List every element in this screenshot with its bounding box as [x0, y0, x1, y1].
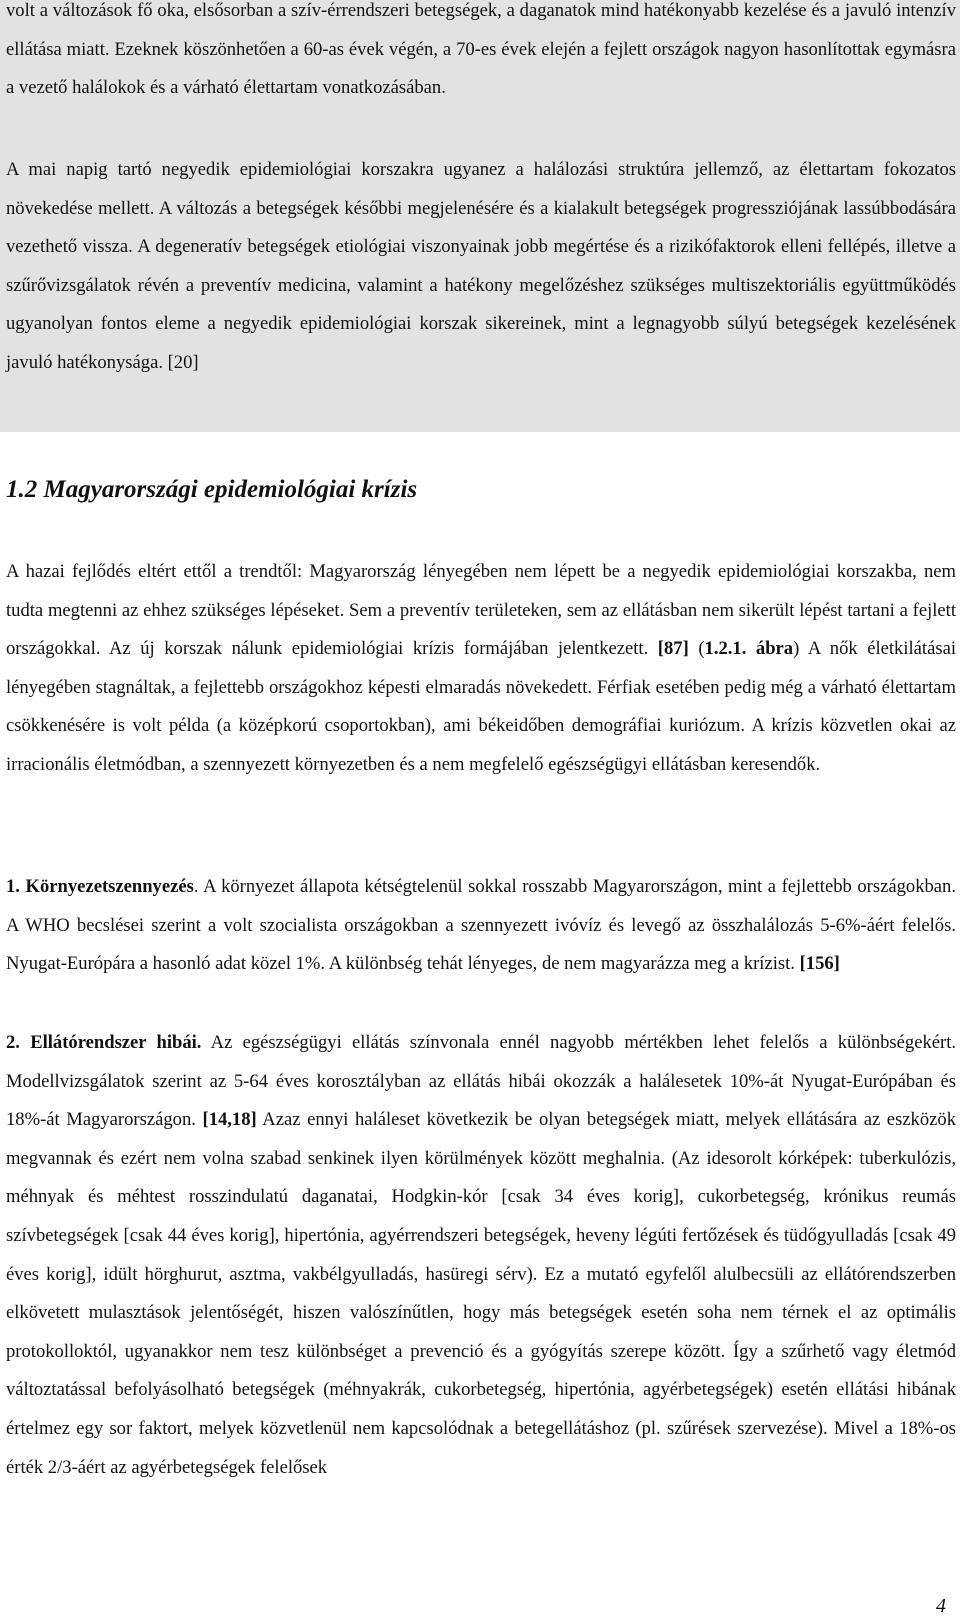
paragraph-fourth-epidemiological-era: A mai napig tartó negyedik epidemiológiai korszakra ugyanez a halálozási struktúra jellemző, az élettartam fokozatos növekedése mellett. A változás a betegségek későbbi megjelenésére és a kialakult betegségek progressziójának lassúbbodására vezethető vissza. A degeneratív betegségek etiológiai viszonyainak jobb megértése és a rizikófaktorok elleni fellépés, illetve a szűrővizsgálatok révén a preventív medicina, valamint a hatékony megelőzéshez szükséges multiszektoriális együttműködés ugyanolyan fontos eleme a negyedik epidemiológiai korszak sikereinek, mint a legnagyobb súlyú betegségek kezelésének javuló hatékonysága. [20]: [6, 159, 956, 373]
figure-reference: 1.2.1. ábra: [704, 638, 794, 660]
section-heading: 1.2 Magyarországi epidemiológiai krízis: [6, 476, 418, 503]
text-run: Azaz ennyi haláleset következik be olyan betegségek miatt, melyek ellátására az eszközök megvannak és ezért nem volna szabad senkinek ilyen körülmények között meghalnia. (Az idesorolt kórképek: tuberkulózis, méhnyak és méhtest rosszindulatú daganatai, Hodgkin-kór [csak 34 éves korig], cukorbetegség, krónikus reumás szívbetegségek [csak 44 éves korig], hipertónia, agyérrendszeri betegségek, heveny légúti fertőzések és tüdőgyulladás [csak 49 éves korig], idült hörghurut, asztma, vakbélgyulladás, hasüregi sérv). Ez a mutató egyfelől alulbecsüli az ellátórendszerben elkövetett mulasztások jelentőségét, hiszen valószínűtlen, hogy más betegségek esetén soha nem térnek el az optimális protokolloktól, ugyanakkor nem tesz különbséget a prevenció és a gyógyítás szerepe között. Így a szűrhető vagy életmód változtatással befolyásolható betegségek (méhnyakrák, cukorbetegség, hipertónia, agyérbetegségek) esetén ellátási hibának értelmez egy sor faktort, melyek közvetlenül nem kapcsolódnak a betegellátáshoz (pl. szűrések szervezése). Mivel a 18%-os érték 2/3-áért az agyérbetegségek felelősek: [6, 1109, 956, 1478]
citation: [14,18]: [202, 1109, 257, 1131]
page-number: 4: [936, 1595, 946, 1617]
paragraph-epidemiological-transition: volt a változások fő oka, elsősorban a szív-érrendszeri betegségek, a daganatok mind hatékonyabb kezelése és a javuló intenzív ellátása miatt. Ezeknek köszönhetően a 60-as évek végén, a 70-es évek elején a fejlett országok nagyon hasonlítottak egymásra a vezető halálokok és a várható élettartam vonatkozásában.: [6, 0, 956, 99]
text-run: . A környezet állapota kétségtelenül sokkal rosszabb Magyarországon, mint a fejlettebb országokban. A WHO becslései szerint a volt szocialista országokban a szennyezett ivóvíz és levegő az összhalálozás 5-6%-áért felelős. Nyugat-Európára a hasonló adat közel 1%. A különbség tehát lényeges, de nem magyarázza meg a krízist.: [6, 876, 956, 975]
paragraph-environmental-pollution: [0, 868, 956, 984]
citation: [156]: [799, 953, 840, 975]
text-run: Az egészségügyi ellátás színvonala ennél nagyobb mértékben lehet felelős a különbségekért. Modellvizsgálatok szerint az 5-64 éves korosztályban az ellátás hibái okozzák a halálesetek 10%-át Nyugat-Európában és 18%-át Magyarországon.: [6, 1032, 957, 1131]
paragraph-lead: 1. Környezetszennyezés: [6, 876, 194, 897]
paragraph-healthcare-system-errors: [0, 1024, 956, 1487]
paragraph-lead: 2. Ellátórendszer hibái.: [6, 1032, 202, 1053]
text-run: A hazai fejlődés eltért ettől a trendtől: Magyarország lényegében nem lépett be a negyedik epidemiológiai korszakba, nem tudta megtenni az ehhez szükséges lépéseket. Sem a preventív területeken, sem az ellátásban nem sikerült lépést tartani a fejlett országokkal. Az új korszak nálunk epidemiológiai krízis formájában jelentkezett.: [6, 561, 956, 660]
citation: [87]: [657, 638, 689, 660]
highlighted-text-block: [0, 0, 960, 432]
paragraph-hungarian-crisis: [0, 553, 956, 785]
text-run: (: [688, 638, 705, 660]
text-run: ) A nők életkilátásai lényegében stagnáltak, a fejlettebb országokhoz képesti elmaradás növekedett. Férfiak esetében pedig még a várható élettartam csökkenésére is volt példa (a középkorú csoportokban), ami békeidőben demográfiai kuriózum. A krízis közvetlen okai az irracionális életmódban, a szennyezett környezetben és a nem megfelelő egészségügyi ellátásban keresendők.: [6, 638, 957, 775]
